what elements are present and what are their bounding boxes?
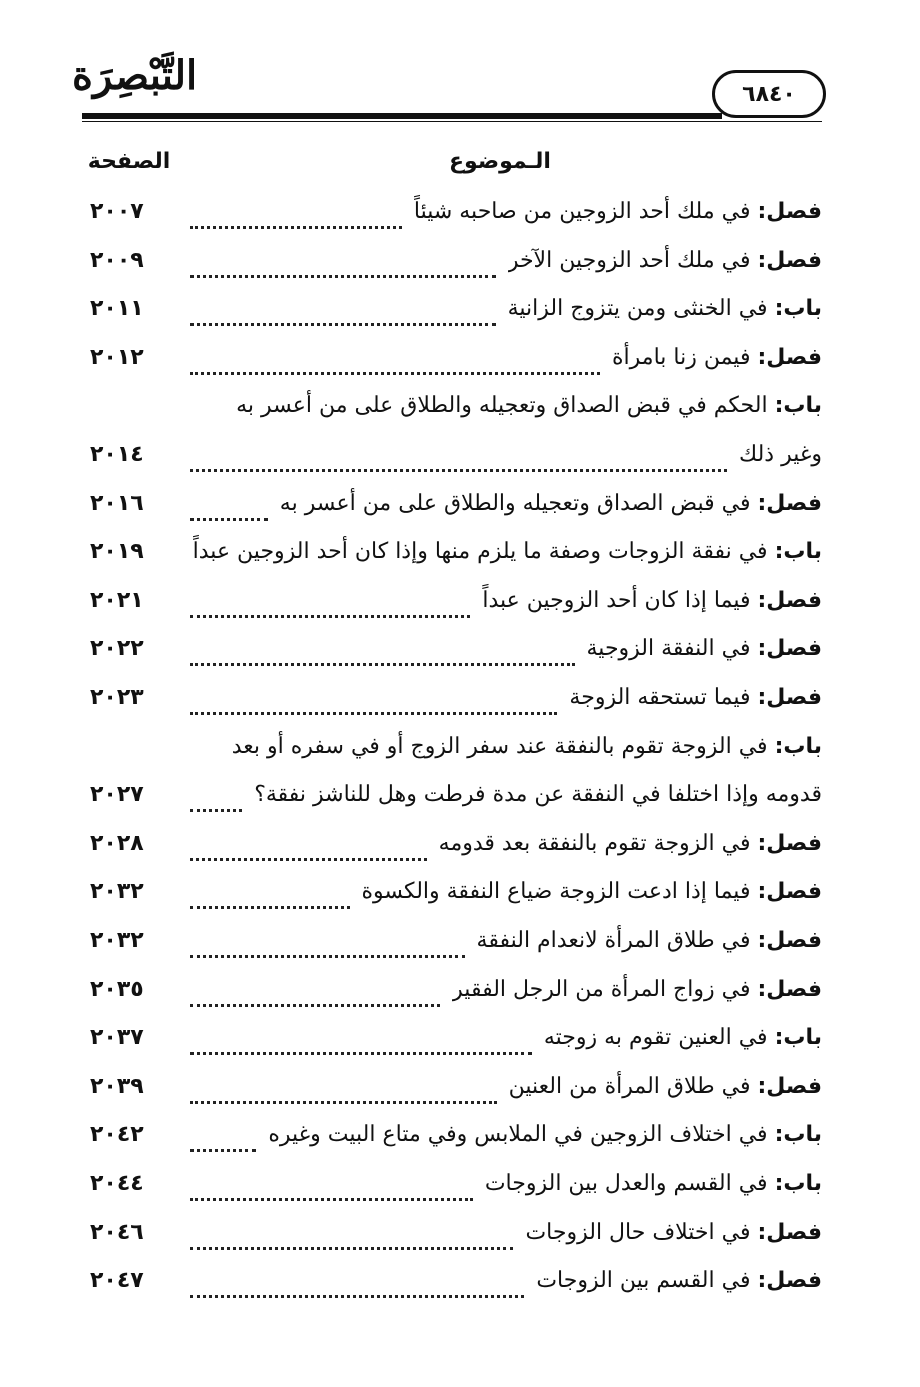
toc-entry <box>0 822 920 866</box>
leader-dots <box>190 781 242 812</box>
toc-entry-title <box>508 239 822 283</box>
toc-entry <box>0 1211 920 1255</box>
toc-entry-label: فصل: <box>757 928 822 953</box>
leader-dots <box>190 878 350 909</box>
book-title: التَّبْصِرَة <box>72 52 198 99</box>
toc-entry-text: في الزوجة تقوم بالنفقة بعد قدومه <box>438 830 758 856</box>
toc-entry-label: فصل: <box>757 1073 822 1099</box>
toc-entry-text: فيما تستحقه الزوجة <box>569 685 758 710</box>
toc-entry-label: باب: <box>774 1171 822 1196</box>
toc-entry-title <box>587 627 822 671</box>
toc-entry <box>0 384 920 428</box>
toc-entry-title <box>452 968 822 1012</box>
toc-entry-page: ٢٠٢٣ <box>90 685 144 710</box>
toc-entry-page: ٢٠٣٩ <box>90 1073 144 1099</box>
leader-dots <box>190 684 557 715</box>
toc-entry-text: في ملك أحد الزوجين الآخر <box>507 247 758 273</box>
toc-entry-text: في الخنثى ومن يتزوج الزانية <box>507 296 775 322</box>
toc-entry-text: في اختلاف حال الزوجات <box>525 1219 758 1245</box>
toc-entry-title <box>612 336 822 380</box>
toc-entry-label: فصل: <box>757 976 822 1002</box>
toc-entry-page: ٢٠٢٧ <box>90 782 144 808</box>
toc-entry <box>0 1259 920 1303</box>
column-header-topic: الـموضوع <box>449 149 551 174</box>
toc-entry-text: فيمن زنا بامرأة <box>612 344 758 370</box>
toc-entry-title <box>236 384 822 428</box>
toc-entry-label: فصل: <box>757 490 822 516</box>
toc-entry-text: في القسم والعدل بين الزوجات <box>484 1171 775 1196</box>
toc-entry-text: فيما إذا كان أحد الزوجين عبداً <box>482 587 758 613</box>
toc-entry <box>0 870 920 914</box>
toc-entry-page: ٢٠٠٩ <box>90 247 144 273</box>
toc-entry-page: ٢٠٤٦ <box>90 1219 144 1245</box>
leader-dots <box>190 927 465 958</box>
toc-entry-text: وغير ذلك <box>739 442 822 467</box>
toc-entry-text: في الزوجة تقوم بالنفقة عند سفر الزوج أو في سفره أو بعد <box>231 733 775 759</box>
toc-entry-text: في نفقة الزوجات وصفة ما يلزم منها وإذا كان أحد الزوجين عبداً <box>192 539 775 565</box>
toc-entry <box>0 239 920 283</box>
toc-entry-label: فصل: <box>757 1219 822 1245</box>
toc-entry <box>0 676 920 720</box>
toc-entry <box>0 627 920 671</box>
toc-entry-label: باب: <box>774 1122 822 1148</box>
toc-entry-page: ٢٠١١ <box>90 296 144 322</box>
toc-entry-page: ٢٠٢٢ <box>90 636 144 662</box>
toc-entry-page: ٢٠١٩ <box>90 539 144 565</box>
toc-entry <box>0 725 920 769</box>
toc-entry-title <box>569 676 822 720</box>
toc-entry-page: ٢٠٤٤ <box>90 1171 144 1196</box>
toc-entry-text: في ملك أحد الزوجين من صاحبه شيئاً <box>413 199 758 224</box>
toc-entry-label: باب: <box>774 1025 822 1051</box>
toc-entry-label: باب: <box>774 539 822 565</box>
toc-entry-title <box>232 725 822 769</box>
toc-entry-title <box>280 482 822 526</box>
toc-entry-label: فصل: <box>757 879 822 905</box>
toc-entry-page: ٢٠٣٧ <box>90 1025 144 1051</box>
leader-dots <box>190 587 470 618</box>
toc-entry-title <box>739 433 822 477</box>
toc-entry-title <box>536 1259 822 1303</box>
leader-dots <box>190 247 496 278</box>
toc-entry <box>0 968 920 1012</box>
toc-entry-title <box>362 870 822 914</box>
toc-entry-label: فصل: <box>757 685 822 710</box>
toc-entry-label: فصل: <box>757 830 822 856</box>
toc-entry-text: في زواج المرأة من الرجل الفقير <box>452 976 758 1002</box>
page-number: ٦٨٤٠ <box>712 70 826 118</box>
toc-entry-title <box>544 1016 822 1060</box>
leader-dots <box>190 1073 497 1104</box>
leader-dots <box>190 976 440 1007</box>
toc-entry-label: باب: <box>774 733 822 759</box>
toc-entry-text: فيما إذا ادعت الزوجة ضياع النفقة والكسوة <box>361 879 758 905</box>
leader-dots <box>190 1267 524 1298</box>
toc-entry-page: ٢٠٢١ <box>90 587 144 613</box>
leader-dots <box>190 1219 513 1250</box>
toc-entry <box>0 190 920 234</box>
leader-dots <box>190 635 575 666</box>
toc-entry <box>0 482 920 526</box>
toc-entry-text: في طلاق المرأة لانعدام النفقة <box>476 928 758 953</box>
leader-dots <box>190 344 600 375</box>
toc-entry <box>0 1016 920 1060</box>
toc-entry-label: فصل: <box>757 636 822 662</box>
toc-entry <box>0 773 920 817</box>
toc-entry <box>0 1162 920 1206</box>
toc-entry-title <box>482 579 822 623</box>
toc-entry-page: ٢٠٤٧ <box>90 1268 144 1294</box>
leader-dots <box>190 830 427 861</box>
toc-entry-page: ٢٠٣٢ <box>90 928 144 953</box>
toc-entry-text: في اختلاف الزوجين في الملابس وفي متاع البيت وغيره <box>268 1122 775 1148</box>
toc-entry-text: في طلاق المرأة من العنين <box>508 1073 758 1099</box>
toc-entry-label: باب: <box>774 296 822 322</box>
toc-entry-page: ٢٠٣٥ <box>90 976 144 1002</box>
toc-entry <box>0 530 920 574</box>
toc-entry-text: في النفقة الزوجية <box>586 636 758 662</box>
toc-entry <box>0 1065 920 1109</box>
toc-entry-page: ٢٠٣٢ <box>90 879 144 905</box>
toc-entry-title <box>439 822 822 866</box>
toc-entry-page: ٢٠٢٨ <box>90 830 144 856</box>
toc-entry-title <box>525 1211 822 1255</box>
toc-entry-text: في العنين تقوم به زوجته <box>543 1025 775 1051</box>
leader-dots <box>190 441 727 472</box>
toc-entry-label: فصل: <box>757 1268 822 1294</box>
toc-entry-title <box>268 1113 822 1157</box>
header-rule-thin <box>82 121 822 122</box>
toc-entry-label: فصل: <box>757 199 822 224</box>
toc-entry-label: باب: <box>774 393 822 419</box>
leader-dots <box>190 198 402 229</box>
leader-dots <box>190 490 268 521</box>
toc-entry-page: ٢٠١٦ <box>90 490 144 516</box>
column-header-page: الصفحة <box>87 149 171 174</box>
toc-entry-label: فصل: <box>757 587 822 613</box>
toc-entry-label: فصل: <box>757 247 822 273</box>
toc-entry-page: ٢٠٤٢ <box>90 1122 144 1148</box>
toc-entry-label: فصل: <box>757 344 822 370</box>
toc-entry <box>0 336 920 380</box>
header-rule <box>82 113 722 119</box>
leader-dots <box>190 295 496 326</box>
leader-dots <box>190 1170 473 1201</box>
toc-entry-text: الحكم في قبض الصداق وتعجيله والطلاق على من أعسر به <box>236 393 775 419</box>
toc-entry-title <box>508 287 822 331</box>
toc-entry-text: قدومه وإذا اختلفا في النفقة عن مدة فرطت وهل للناشز نفقة؟ <box>254 782 822 808</box>
toc-entry-title <box>477 919 822 963</box>
toc-entry <box>0 433 920 477</box>
toc-entry-text: في القسم بين الزوجات <box>536 1268 758 1294</box>
toc-entry-page: ٢٠١٢ <box>90 344 144 370</box>
leader-dots <box>190 1024 532 1055</box>
toc-entry <box>0 1113 920 1157</box>
toc-entry-title <box>509 1065 822 1109</box>
toc-entry-title <box>254 773 822 817</box>
toc-entry-title <box>414 190 822 234</box>
toc-entry-title <box>485 1162 822 1206</box>
toc-entry-page: ٢٠١٤ <box>90 442 144 467</box>
toc-entry-title <box>193 530 822 574</box>
toc-entry <box>0 579 920 623</box>
toc-entry <box>0 287 920 331</box>
toc-entry-text: في قبض الصداق وتعجيله والطلاق على من أعسر به <box>279 490 758 516</box>
toc-entry <box>0 919 920 963</box>
leader-dots <box>190 1121 256 1152</box>
toc-entry-page: ٢٠٠٧ <box>90 199 144 224</box>
